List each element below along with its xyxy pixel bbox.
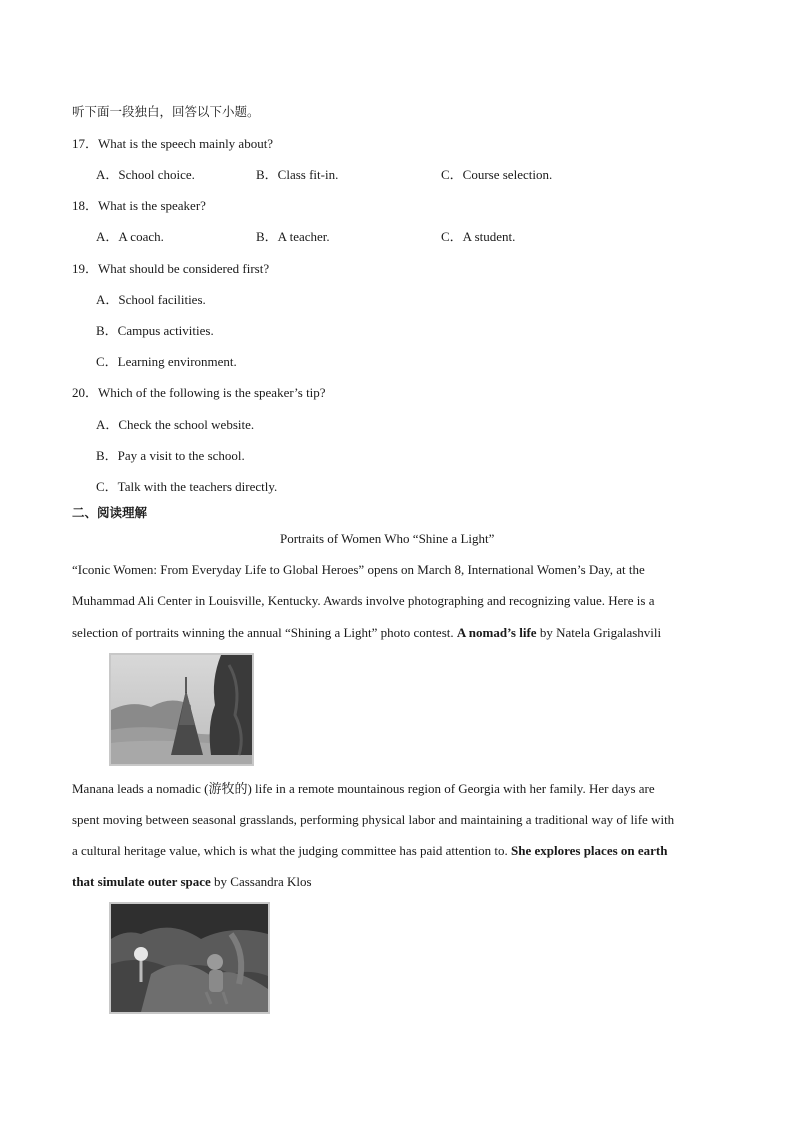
entry1-line-3 (72, 843, 722, 859)
entry1-line-1: Manana leads a nomadic (游牧的) life in a remote mountainous region of Georgia with her family. Her days are (72, 781, 655, 796)
entry1-line-3-text: a cultural heritage value, which is what the judging committee has paid attention to. (72, 843, 508, 858)
question-18-option-c[interactable]: C．A student. (441, 229, 516, 244)
entry2-byline: by Cassandra Klos (210, 874, 312, 889)
question-17-option-a[interactable]: A．School choice. (96, 167, 195, 182)
intro-line-2: Muhammad Ali Center in Louisville, Kentucky. Awards involve photographing and recognizing value. Here is a (72, 593, 655, 608)
landscape-photo-image (111, 655, 252, 764)
question-20-option-c[interactable]: C．Talk with the teachers directly. (96, 479, 278, 494)
question-19-stem: 19．What should be considered first? (72, 261, 270, 276)
entry1-line-2: spent moving between seasonal grasslands, performing physical labor and maintaining a traditional way of life with (72, 812, 675, 827)
entry1-byline: by Natela Grigalashvili (536, 625, 662, 640)
question-19-option-c[interactable]: C．Learning environment. (96, 354, 237, 369)
intro-line-3-text: selection of portraits winning the annual “Shining a Light” photo contest. (72, 625, 454, 640)
explorer-photo (109, 902, 270, 1014)
question-20-option-a[interactable]: A．Check the school website. (96, 417, 255, 432)
intro-line-1: “Iconic Women: From Everyday Life to Global Heroes” opens on March 8, International Women’s Day, at the (72, 562, 645, 577)
question-18-option-b[interactable]: B．A teacher. (256, 229, 330, 244)
listening-instruction: 听下面一段独白，回答以下小题。 (72, 104, 260, 119)
nomad-photo (109, 653, 254, 766)
question-19-option-a[interactable]: A．School facilities. (96, 292, 206, 307)
question-20-option-b[interactable]: B．Pay a visit to the school. (96, 448, 245, 463)
entry2-title-line (72, 874, 722, 890)
question-17-stem: 17．What is the speech mainly about? (72, 136, 274, 151)
question-18-stem: 18．What is the speaker? (72, 198, 206, 213)
reading-section-heading: 二、阅读理解 (72, 505, 148, 520)
question-17-option-c[interactable]: C．Course selection. (441, 167, 553, 182)
entry2-title-part1: She explores places on earth (511, 843, 668, 858)
question-20-stem: 20．Which of the following is the speaker’s tip? (72, 385, 326, 400)
article-title: Portraits of Women Who “Shine a Light” (280, 531, 495, 546)
question-18-option-a[interactable]: A．A coach. (96, 229, 164, 244)
intro-line-3 (72, 625, 722, 641)
entry2-title-part2: that simulate outer space (72, 874, 211, 889)
question-17-option-b[interactable]: B．Class fit-in. (256, 167, 339, 182)
cave-photo-image (111, 904, 268, 1012)
entry1-title: A nomad’s life (456, 625, 537, 640)
question-19-option-b[interactable]: B．Campus activities. (96, 323, 214, 338)
